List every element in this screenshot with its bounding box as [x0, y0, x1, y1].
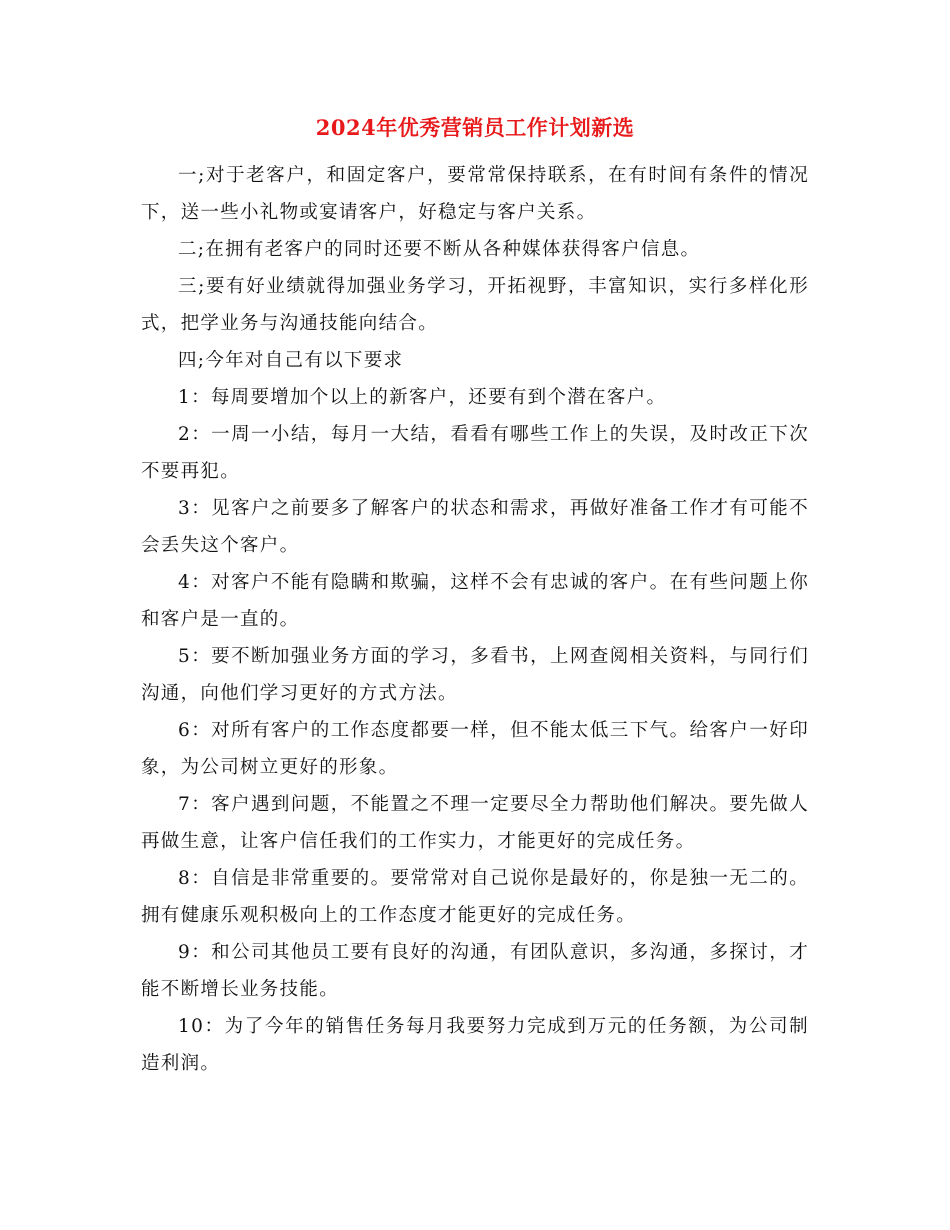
paragraph-5: 1：每周要增加个以上的新客户，还要有到个潜在客户。 — [178, 387, 667, 408]
paragraph-11: 7：客户遇到问题，不能置之不理一定要尽全力帮助他们解决。要先做人再做生意，让客户信任我们的工作实力，才能更好的完成任务。 — [141, 794, 809, 852]
document-title: 2024年优秀营销员工作计划新选 — [315, 115, 635, 140]
paragraph-6: 2：一周一小结，每月一大结，看看有哪些工作上的失误，及时改正下次不要再犯。 — [141, 424, 809, 482]
paragraph-13: 9：和公司其他员工要有良好的沟通，有团队意识，多沟通，多探讨，才能不断增长业务技能。 — [141, 942, 809, 1000]
paragraph-12: 8：自信是非常重要的。要常常对自己说你是最好的，你是独一无二的。拥有健康乐观积极向上的工作态度才能更好的完成任务。 — [141, 868, 809, 926]
paragraph-3: 三;要有好业绩就得加强业务学习，开拓视野，丰富知识，实行多样化形式，把学业务与沟通技能向结合。 — [141, 276, 809, 334]
paragraph-10: 6：对所有客户的工作态度都要一样，但不能太低三下气。给客户一好印象，为公司树立更好的形象。 — [141, 720, 809, 778]
paragraph-9: 5：要不断加强业务方面的学习，多看书，上网查阅相关资料，与同行们沟通，向他们学习更好的方式方法。 — [141, 646, 809, 704]
document-body — [141, 157, 809, 1082]
paragraph-4: 四;今年对自己有以下要求 — [178, 350, 404, 371]
paragraph-8: 4：对客户不能有隐瞒和欺骗，这样不会有忠诚的客户。在有些问题上你和客户是一直的。 — [141, 572, 809, 630]
paragraph-1: 一;对于老客户，和固定客户，要常常保持联系，在有时间有条件的情况下，送一些小礼物或宴请客户，好稳定与客户关系。 — [141, 165, 809, 223]
paragraph-2: 二;在拥有老客户的同时还要不断从各种媒体获得客户信息。 — [178, 239, 701, 260]
paragraph-7: 3：见客户之前要多了解客户的状态和需求，再做好准备工作才有可能不会丢失这个客户。 — [141, 498, 809, 556]
paragraph-14: 10：为了今年的销售任务每月我要努力完成到万元的任务额，为公司制造利润。 — [141, 1016, 809, 1074]
